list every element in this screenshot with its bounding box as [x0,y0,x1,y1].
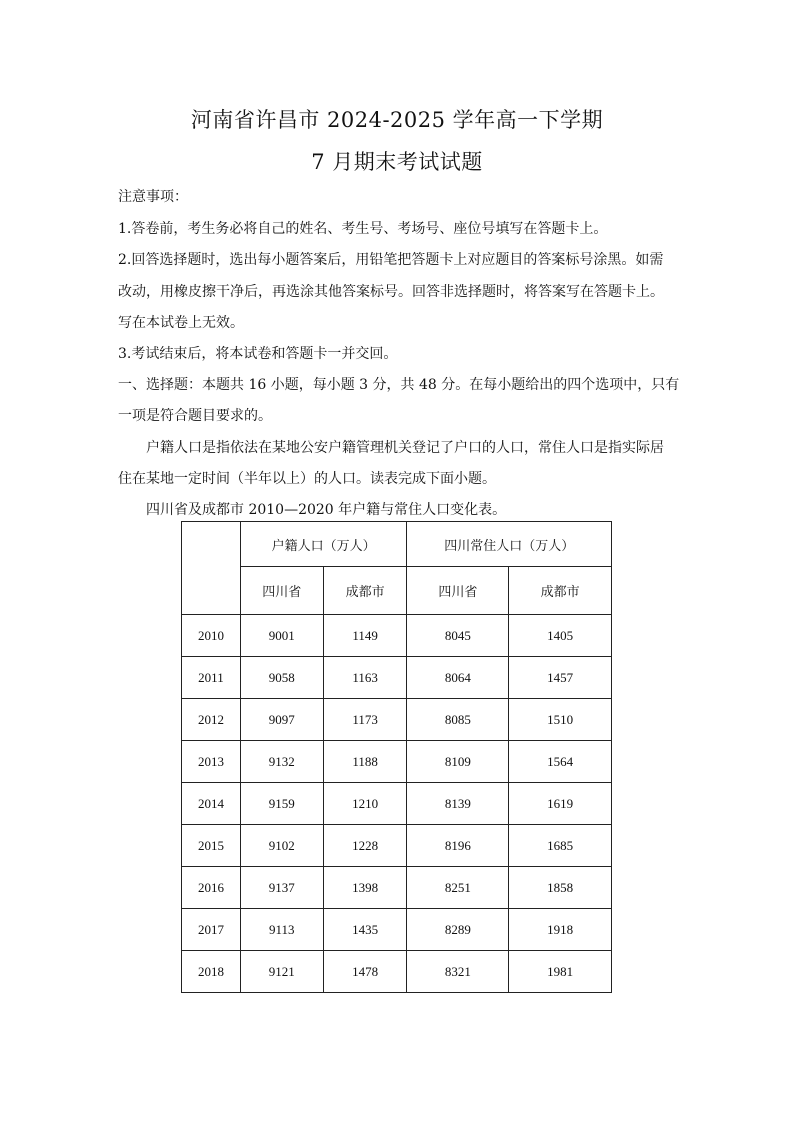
registered-sichuan-cell: 9137 [240,867,323,909]
table-caption: 四川省及成都市 2010—2020 年户籍与常住人口变化表。 [146,502,507,518]
year-cell: 2013 [182,741,241,783]
subheader-cell: 四川省 [240,567,323,615]
table-body [182,615,612,993]
registered-chengdu-cell: 1188 [323,741,407,783]
registered-chengdu-cell: 1149 [323,615,407,657]
resident-chengdu-cell: 1510 [509,699,612,741]
section1-heading-line-a: 一、选择题：本题共 16 小题，每小题 3 分，共 48 分。在每小题给出的四个选项中，只有 [118,377,680,393]
year-cell: 2014 [182,783,241,825]
registered-sichuan-cell: 9121 [240,951,323,993]
resident-chengdu-cell: 1619 [509,783,612,825]
registered-chengdu-cell: 1228 [323,825,407,867]
year-cell: 2011 [182,657,241,699]
year-cell: 2016 [182,867,241,909]
table-corner-cell [182,522,241,615]
subheader-cell: 成都市 [509,567,612,615]
population-table [181,521,612,993]
notes-item-2-line-b: 改动，用橡皮擦干净后，再选涂其他答案标号。回答非选择题时，将答案写在答题卡上。 [118,284,664,300]
passage-line-b: 住在某地一定时间（半年以上）的人口。读表完成下面小题。 [118,471,496,487]
resident-sichuan-cell: 8139 [407,783,509,825]
registered-sichuan-cell: 9097 [240,699,323,741]
registered-chengdu-cell: 1210 [323,783,407,825]
registered-chengdu-cell: 1478 [323,951,407,993]
year-cell: 2010 [182,615,241,657]
resident-sichuan-cell: 8289 [407,909,509,951]
resident-chengdu-cell: 1564 [509,741,612,783]
resident-chengdu-cell: 1918 [509,909,612,951]
table-row [182,657,612,699]
section1-heading-line-b: 一项是符合题目要求的。 [118,408,272,424]
table-row [182,825,612,867]
notes-heading: 注意事项： [118,189,188,205]
subheader-cell: 成都市 [323,567,407,615]
registered-chengdu-cell: 1398 [323,867,407,909]
registered-chengdu-cell: 1173 [323,699,407,741]
notes-item-1: 1.答卷前，考生务必将自己的姓名、考生号、考场号、座位号填写在答题卡上。 [118,221,608,237]
resident-sichuan-cell: 8064 [407,657,509,699]
registered-sichuan-cell: 9102 [240,825,323,867]
resident-chengdu-cell: 1858 [509,867,612,909]
table-row [182,699,612,741]
year-cell: 2017 [182,909,241,951]
resident-sichuan-cell: 8251 [407,867,509,909]
registered-sichuan-cell: 9058 [240,657,323,699]
table-row [182,615,612,657]
registered-chengdu-cell: 1435 [323,909,407,951]
header-resident-population: 四川常住人口（万人） [407,522,612,567]
resident-chengdu-cell: 1405 [509,615,612,657]
resident-sichuan-cell: 8196 [407,825,509,867]
passage-line-a: 户籍人口是指依法在某地公安户籍管理机关登记了户口的人口，常住人口是指实际居 [146,440,664,456]
resident-sichuan-cell: 8321 [407,951,509,993]
resident-chengdu-cell: 1685 [509,825,612,867]
registered-sichuan-cell: 9001 [240,615,323,657]
table-row [182,741,612,783]
notes-item-2-line-c: 写在本试卷上无效。 [118,315,244,331]
table-row [182,909,612,951]
table-header-row-2 [182,567,612,615]
exam-title-line2: 7 月期末考试试题 [311,150,483,174]
year-cell: 2018 [182,951,241,993]
registered-sichuan-cell: 9159 [240,783,323,825]
table-row [182,783,612,825]
resident-chengdu-cell: 1457 [509,657,612,699]
registered-sichuan-cell: 9113 [240,909,323,951]
resident-sichuan-cell: 8085 [407,699,509,741]
exam-title-line1: 河南省许昌市 2024-2025 学年高一下学期 [190,108,604,132]
year-cell: 2015 [182,825,241,867]
notes-item-3: 3.考试结束后，将本试卷和答题卡一并交回。 [118,346,398,362]
resident-sichuan-cell: 8045 [407,615,509,657]
year-cell: 2012 [182,699,241,741]
header-registered-population: 户籍人口（万人） [240,522,407,567]
notes-item-2-line-a: 2.回答选择题时，选出每小题答案后，用铅笔把答题卡上对应题目的答案标号涂黑。如需 [118,252,664,268]
table-row [182,867,612,909]
registered-chengdu-cell: 1163 [323,657,407,699]
resident-sichuan-cell: 8109 [407,741,509,783]
resident-chengdu-cell: 1981 [509,951,612,993]
table-row [182,951,612,993]
table-header-row-1 [182,522,612,567]
subheader-cell: 四川省 [407,567,509,615]
registered-sichuan-cell: 9132 [240,741,323,783]
